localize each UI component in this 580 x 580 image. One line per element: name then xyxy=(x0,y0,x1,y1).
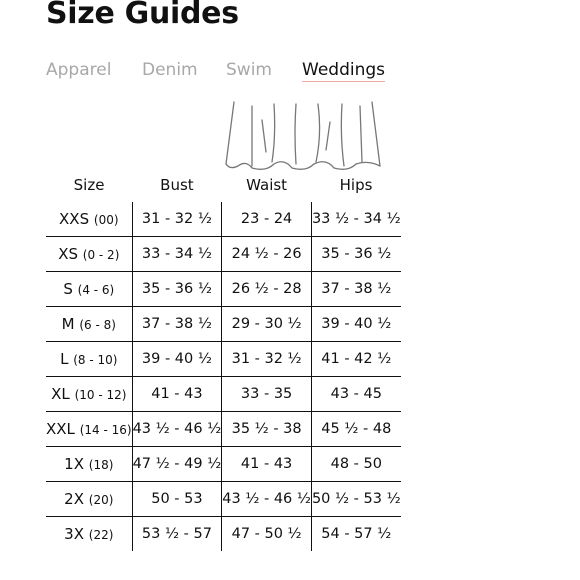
size-cell xyxy=(46,307,132,342)
bust-cell: 41 - 43 xyxy=(132,377,222,412)
hips-cell: 48 - 50 xyxy=(311,447,400,482)
bust-cell: 43 ½ - 46 ½ xyxy=(132,412,222,447)
table-header-row xyxy=(46,168,401,202)
size-number: (00) xyxy=(93,213,119,227)
size-number: (20) xyxy=(88,493,114,507)
header-size: Size xyxy=(73,176,105,194)
table-row xyxy=(46,202,401,237)
waist-cell: 33 - 35 xyxy=(222,377,312,412)
size-number: (10 - 12) xyxy=(74,388,127,402)
size-number: (8 - 10) xyxy=(73,353,118,367)
size-number: (0 - 2) xyxy=(82,248,120,262)
size-cell xyxy=(46,237,132,272)
hips-cell: 45 ½ - 48 xyxy=(311,412,400,447)
hips-cell: 33 ½ - 34 ½ xyxy=(311,202,400,237)
hips-cell: 54 - 57 ½ xyxy=(311,517,400,552)
hips-cell: 37 - 38 ½ xyxy=(311,272,400,307)
size-label: XXL xyxy=(46,420,75,438)
size-label: XS xyxy=(58,245,78,263)
size-label: S xyxy=(63,280,73,298)
size-cell xyxy=(46,482,132,517)
waist-cell: 41 - 43 xyxy=(222,447,312,482)
bust-cell: 37 - 38 ½ xyxy=(132,307,222,342)
waist-cell: 23 - 24 xyxy=(222,202,312,237)
size-cell xyxy=(46,447,132,482)
tab-apparel[interactable]: Apparel xyxy=(46,60,112,80)
dress-skirt-illustration xyxy=(222,100,386,172)
waist-cell: 29 - 30 ½ xyxy=(222,307,312,342)
page-title: Size Guides xyxy=(46,0,239,31)
size-guide-tabs xyxy=(46,60,385,82)
bust-cell: 50 - 53 xyxy=(132,482,222,517)
bust-cell: 47 ½ - 49 ½ xyxy=(132,447,222,482)
tab-denim[interactable]: Denim xyxy=(142,60,198,80)
size-number: (6 - 8) xyxy=(79,318,116,332)
table-row xyxy=(46,377,401,412)
bust-cell: 53 ½ - 57 xyxy=(132,517,222,552)
size-label: XXS xyxy=(59,210,90,228)
header-waist: Waist xyxy=(246,176,288,194)
header-bust: Bust xyxy=(160,176,194,194)
table-row xyxy=(46,412,401,447)
waist-cell: 43 ½ - 46 ½ xyxy=(222,482,312,517)
size-label: 3X xyxy=(64,525,84,543)
size-cell xyxy=(46,202,132,237)
bust-cell: 31 - 32 ½ xyxy=(132,202,222,237)
waist-cell: 31 - 32 ½ xyxy=(222,342,312,377)
size-label: L xyxy=(60,350,69,368)
table-row xyxy=(46,307,401,342)
table-row xyxy=(46,237,401,272)
table-row xyxy=(46,342,401,377)
hips-cell: 50 ½ - 53 ½ xyxy=(311,482,400,517)
waist-cell: 24 ½ - 26 xyxy=(222,237,312,272)
size-label: M xyxy=(61,315,75,333)
size-cell xyxy=(46,342,132,377)
size-cell xyxy=(46,517,132,552)
table-row xyxy=(46,272,401,307)
hips-cell: 39 - 40 ½ xyxy=(311,307,400,342)
size-number: (14 - 16) xyxy=(79,423,132,437)
hips-cell: 43 - 45 xyxy=(311,377,400,412)
table-row xyxy=(46,517,401,552)
waist-cell: 35 ½ - 38 xyxy=(222,412,312,447)
waist-cell: 47 - 50 ½ xyxy=(222,517,312,552)
size-cell xyxy=(46,377,132,412)
size-chart-table xyxy=(46,168,401,551)
header-hips: Hips xyxy=(339,176,373,194)
hips-cell: 35 - 36 ½ xyxy=(311,237,400,272)
bust-cell: 33 - 34 ½ xyxy=(132,237,222,272)
size-label: XL xyxy=(51,385,70,403)
size-cell xyxy=(46,272,132,307)
hips-cell: 41 - 42 ½ xyxy=(311,342,400,377)
size-number: (4 - 6) xyxy=(77,283,115,297)
table-row xyxy=(46,482,401,517)
tab-weddings[interactable]: Weddings xyxy=(302,60,385,80)
bust-cell: 35 - 36 ½ xyxy=(132,272,222,307)
size-cell xyxy=(46,412,132,447)
tab-swim[interactable]: Swim xyxy=(226,60,272,80)
bust-cell: 39 - 40 ½ xyxy=(132,342,222,377)
table-row xyxy=(46,447,401,482)
size-label: 2X xyxy=(64,490,84,508)
waist-cell: 26 ½ - 28 xyxy=(222,272,312,307)
size-number: (22) xyxy=(88,528,114,542)
size-label: 1X xyxy=(64,455,84,473)
size-number: (18) xyxy=(88,458,114,472)
